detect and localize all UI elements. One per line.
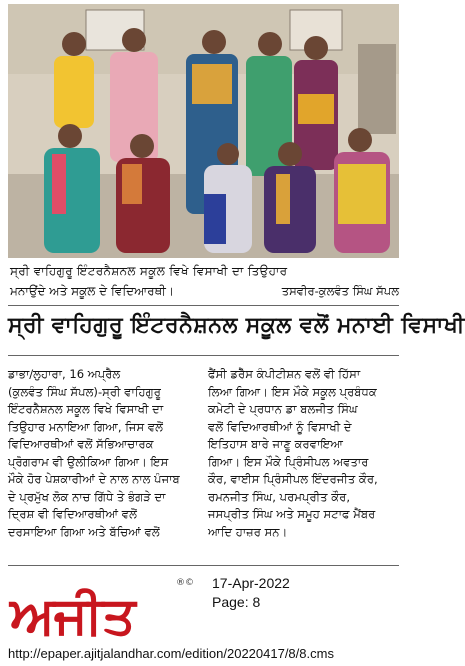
article-line: ਜਸਪ੍ਰੀਤ ਸਿੰਘ ਅਤੇ ਸਮੂਹ ਸਟਾਫ ਮੈਂਬਰ <box>208 507 376 521</box>
article-line: ਵਲੋਂ ਵਿਦਿਆਰਥੀਆਂ ਨੂੰ ਵਿਸਾਖੀ ਦੇ <box>208 419 352 434</box>
article-line: ਲਿਆ ਗਿਆ। ਇਸ ਮੌਕੇ ਸਕੂਲ ਪ੍ਰਬੰਧਕ <box>208 384 377 399</box>
headline-divider <box>8 355 399 356</box>
footer-divider <box>8 565 399 566</box>
registered-mark: ®© <box>176 578 194 588</box>
article-line: ਇਤਿਹਾਸ ਬਾਰੇ ਜਾਣੂ ਕਰਵਾਇਆ <box>208 437 343 451</box>
students-photo-illustration <box>8 4 399 258</box>
page-number: Page: 8 <box>212 594 261 610</box>
article-line: ਕੌਰ, ਵਾਈਸ ਪ੍ਰਿੰਸੀਪਲ ਇੰਦਰਜੀਤ ਕੌਰ, <box>208 472 378 486</box>
photo-caption <box>8 262 399 302</box>
caption-line-1: ਸ੍ਰੀ ਵਾਹਿਗੁਰੂ ਇੰਟਰਨੈਸ਼ਨਲ ਸਕੂਲ ਵਿਖੇ ਵਿਸਾਖੀ ਦਾ ਤਿਉਹਾਰ <box>10 264 288 278</box>
article-line: ਗਿਆ। ਇਸ ਮੌਕੇ ਪ੍ਰਿੰਸੀਪਲ ਅਵਤਾਰ <box>208 454 369 469</box>
article-line: ਆਦਿ ਹਾਜ਼ਰ ਸਨ। <box>208 524 288 539</box>
article-line: ਇੰਟਰਨੈਸ਼ਨਲ ਸਕੂਲ ਵਿਖੇ ਵਿਸਾਖੀ ਦਾ <box>8 402 164 416</box>
article-line: ਕਮੇਟੀ ਦੇ ਪ੍ਰਧਾਨ ਡਾ ਬਲਜੀਤ ਸਿੰਘ <box>208 402 358 416</box>
article-column-right <box>208 366 399 541</box>
photo-credit: ਤਸਵੀਰ-ਕੁਲਵੰਤ ਸਿੰਘ ਸੱਪਲ <box>281 284 399 298</box>
article-line: ਦਰਸਾਇਆ ਗਿਆ ਅਤੇ ਬੱਚਿਆਂ ਵਲੋਂ <box>8 524 160 539</box>
article-line: ਵਿਦਿਆਰਥੀਆਂ ਵਲੋਂ ਸੱਭਿਆਚਾਰਕ <box>8 437 154 451</box>
article-line: ਮੌਕੇ ਹੋਰ ਪੇਸ਼ਕਾਰੀਆਂ ਦੇ ਨਾਲ ਨਾਲ ਪੰਜਾਬ <box>8 472 180 486</box>
edition-date: 17-Apr-2022 <box>212 575 290 591</box>
source-url[interactable]: http://epaper.ajitjalandhar.com/edition/20220417/8/8.cms <box>8 646 334 661</box>
article-line: ਡਾਭਾ/ਲੁਹਾਰਾ, 16 ਅਪ੍ਰੈਲ <box>8 367 121 381</box>
article-column-left <box>8 366 195 541</box>
article-line: ਦ੍ਰਿਸ਼ ਵੀ ਵਿਦਿਆਰਥੀਆਂ ਵਲੋਂ <box>8 507 137 521</box>
article-line: ਤਿਉਹਾਰ ਮਨਾਇਆ ਗਿਆ, ਜਿਸ ਵਲੋਂ <box>8 419 164 434</box>
article-line: ਦੇ ਪ੍ਰਮੁੱਖ ਲੋਕ ਨਾਚ ਗਿੱਧੇ ਤੇ ਭੰਗੜੇ ਦਾ <box>8 489 166 504</box>
article-line: ਫੈਂਸੀ ਡਰੈੱਸ ਕੰਪੀਟੀਸ਼ਨ ਵਲੋਂ ਵੀ ਹਿੱਸਾ <box>208 367 361 381</box>
caption-divider <box>8 305 399 306</box>
headline: ਸ੍ਰੀ ਵਾਹਿਗੁਰੂ ਇੰਟਰਨੈਸ਼ਨਲ ਸਕੂਲ ਵਲੋਂ ਮਨਾਈ ਵਿਸਾਖੀ <box>8 313 465 338</box>
article-line: ਪ੍ਰੋਗਰਾਮ ਵੀ ਉਲੀਕਿਆ ਗਿਆ। ਇਸ <box>8 454 169 469</box>
article-line: ਰਮਨਜੀਤ ਸਿੰਘ, ਪਰਮਪ੍ਰੀਤ ਕੌਰ, <box>208 489 351 504</box>
ajit-logo: ਅਜੀਤ <box>10 585 135 646</box>
caption-line-2: ਮਨਾਉਂਦੇ ਅਤੇ ਸਕੂਲ ਦੇ ਵਿਦਿਆਰਥੀ। <box>10 284 174 298</box>
article-line: (ਕੁਲਵੰਤ ਸਿੰਘ ਸੱਪਲ)-ਸ੍ਰੀ ਵਾਹਿਗੁਰੂ <box>8 384 161 399</box>
article-photo <box>8 4 399 258</box>
